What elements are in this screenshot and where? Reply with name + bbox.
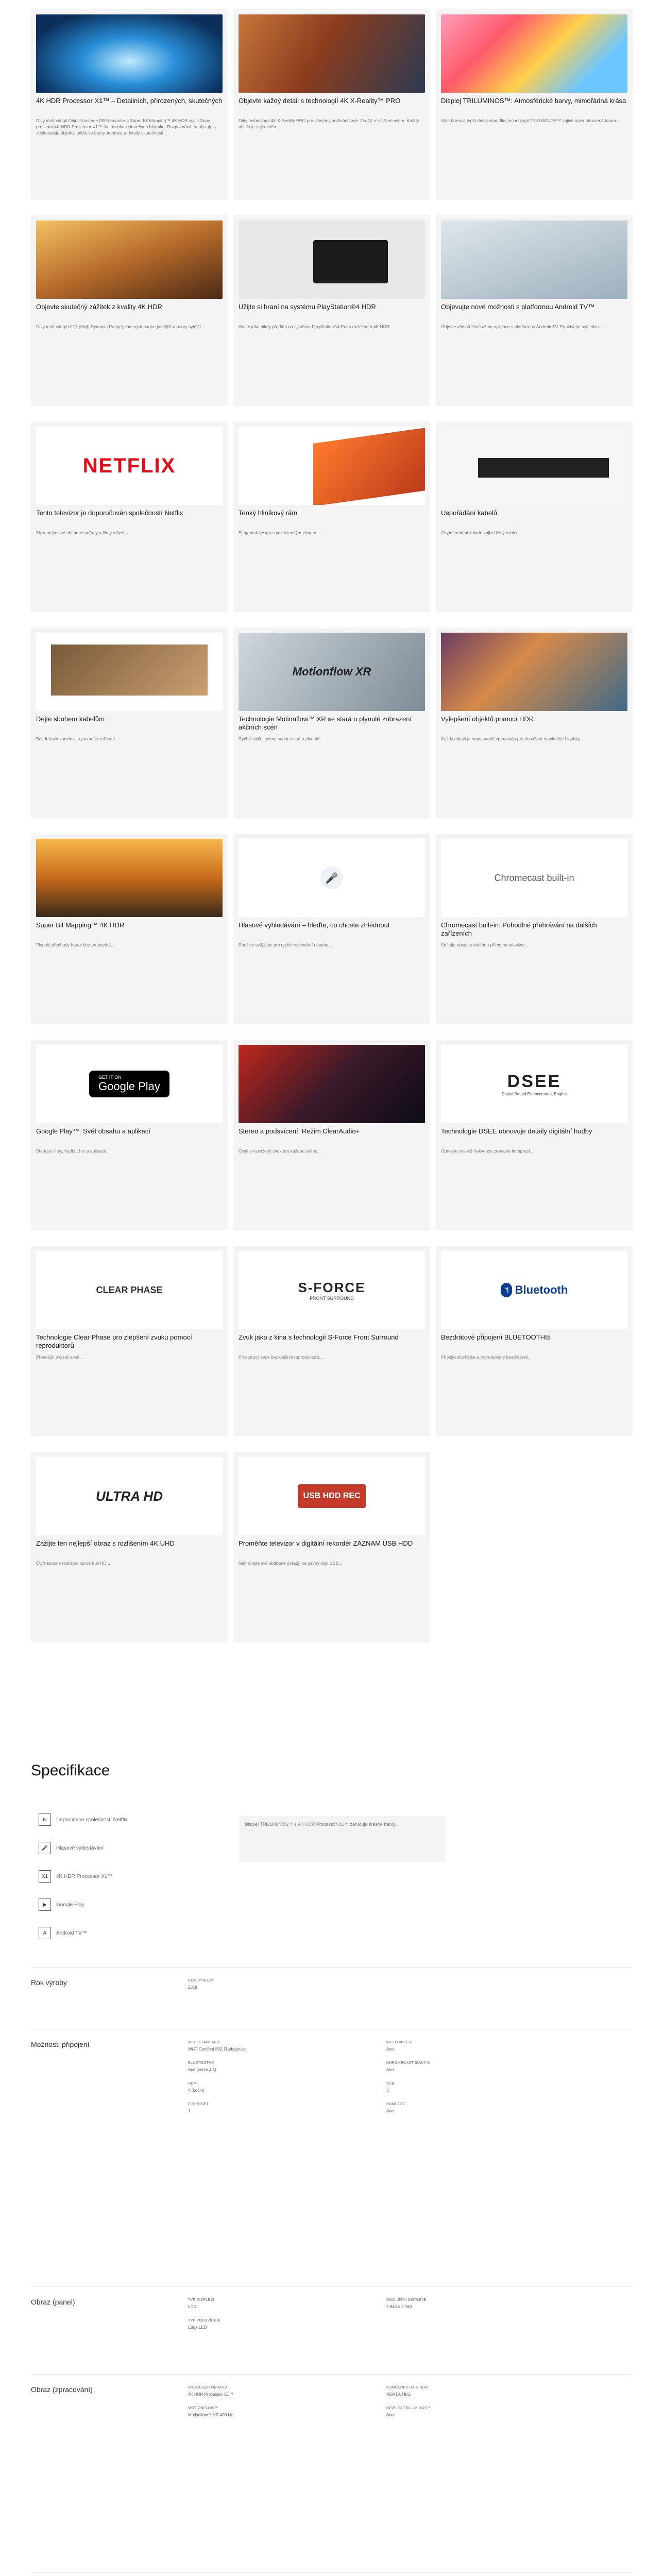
spec-item <box>386 2406 556 2418</box>
netflix-logo: NETFLIX <box>82 454 176 477</box>
spec-value: Wi-Fi Certified 802.11a/b/g/n/ac <box>188 2047 246 2052</box>
feature-title: Bezdrátové připojení BLUETOOTH® <box>441 1333 550 1341</box>
platform-icon: N <box>39 1814 51 1826</box>
feature-description: Čtyřnásobné rozlišení oproti Full HD... <box>36 1561 110 1566</box>
feature-card <box>436 215 633 406</box>
feature-description: Více barev a lepší detail vám díky technologii TRILUMINOS™ zajistí nová přirozená barva... <box>441 118 620 123</box>
spec-item <box>188 2061 358 2073</box>
feature-card <box>436 1040 633 1230</box>
feature-description: Díky technologii 4K X-Reality PRO pro všechny podívané zde. Do 4K s HDR ve všem. Každý objekt je zvýrazněn... <box>239 118 419 129</box>
spec-value: Motionflow™ XR 400 Hz <box>188 2413 233 2417</box>
platform-label: Doporučeno společností Netflix <box>56 1817 128 1823</box>
feature-card <box>31 834 228 1024</box>
feature-title: Objevte každý detail s technologií 4K X-Reality™ PRO <box>239 97 401 105</box>
feature-description: Díky technologii Object-based HDR Remaster a Super Bit Mapping™ 4K HDR vyvíjí Sony procesor 4K HDR Processor X1™ fantastickou skutečnou hloubku. Rozpoznává, analyzuje a zdokonaluje objekty, takže se barvy, kontrast a detaily skutečnosti... <box>36 118 216 135</box>
spec-value: Ano <box>386 2413 394 2417</box>
feature-image <box>441 427 627 505</box>
spec-item <box>386 2061 556 2073</box>
spec-value: Ano <box>386 2067 394 2072</box>
feature-image <box>36 1251 223 1329</box>
chromecast-logo: Chromecast built-in <box>494 872 574 883</box>
spec-item <box>386 2040 556 2052</box>
spec-key: TYP DISPLEJE <box>188 2298 215 2302</box>
spec-divider <box>31 2286 632 2287</box>
feature-title: Stereo a podsvícení: Režim ClearAudio+ <box>239 1127 360 1135</box>
feature-description: Elegantní design s velmi tenkým rámem... <box>239 530 320 535</box>
spec-group-label: Možnosti připojení <box>31 2040 90 2048</box>
platform-icon: X1 <box>39 1870 51 1883</box>
feature-image <box>441 839 627 917</box>
bluetooth-logo: Bluetooth <box>515 1283 568 1296</box>
feature-title: Objevte skutečný zážitek z kvality 4K HDR <box>36 303 162 311</box>
platform-label: Hlasové vyhledávání <box>56 1845 104 1851</box>
spec-item <box>188 2318 358 2330</box>
feature-image <box>36 1457 223 1535</box>
feature-description: Použijte svůj hlas pro rychlé vyhledání obsahu... <box>239 942 332 947</box>
spec-key: WI-FI STANDARD <box>188 2041 220 2044</box>
feature-card <box>436 9 633 200</box>
spec-key: USB <box>386 2082 395 2086</box>
feature-card <box>31 628 228 818</box>
feature-image <box>36 427 223 505</box>
platform-label: 4K HDR Processor X1™ <box>56 1873 113 1879</box>
platform-note-box <box>240 1816 446 1862</box>
spec-value: 1 <box>188 2109 191 2113</box>
feature-title: Technologie Clear Phase pro zlepšení zvuku pomocí reproduktorů <box>36 1333 192 1349</box>
spec-key: KOMPATIBILITA S HDR <box>386 2386 428 2389</box>
feature-description: Sdílejte obsah z telefonu přímo na televizor... <box>441 942 529 947</box>
platform-icon: 🎤 <box>39 1842 51 1854</box>
feature-card <box>233 1452 430 1642</box>
feature-title: Chromecast built-in: Pohodlné přehrávání na dalších zařízeních <box>441 921 597 937</box>
dsee-logo: DSEE <box>507 1072 562 1091</box>
feature-title: Objevujte nové možnosti s platformou Android TV™ <box>441 303 595 311</box>
spec-key: PROCESOR OBRAZU <box>188 2386 227 2389</box>
spec-key: BLUETOOTH® <box>188 2061 214 2065</box>
feature-description: Obnovte vysoké frekvence ztracené kompresí... <box>441 1148 534 1154</box>
spec-item <box>188 2081 358 2093</box>
feature-title: Uspořádání kabelů <box>441 509 498 517</box>
platform-item <box>39 1899 209 1911</box>
feature-title: Google Play™: Svět obsahu a aplikací <box>36 1127 150 1135</box>
spec-item <box>188 2385 358 2397</box>
feature-description: Hrajte jako nikdy předtím na systému PlayStation®4 Pro s rozlišením 4K HDR... <box>239 324 394 329</box>
feature-image <box>36 1045 223 1123</box>
feature-card <box>31 9 228 200</box>
feature-image <box>441 633 627 711</box>
feature-description: Prostorový zvuk bez dalších reproduktorů... <box>239 1354 323 1360</box>
feature-image <box>36 633 223 711</box>
spec-value: Ano <box>386 2047 394 2052</box>
platform-item <box>39 1814 209 1826</box>
feature-image <box>239 14 425 93</box>
feature-card <box>233 834 430 1024</box>
spec-item <box>188 2298 358 2310</box>
feature-description: Čistý a vyvážený zvuk pro každou scénu... <box>239 1148 321 1154</box>
feature-image <box>239 427 425 505</box>
feature-card <box>31 1040 228 1230</box>
spec-value: Ano <box>386 2109 394 2113</box>
feature-title: Zvuk jako z kina s technologií S-Force Front Surround <box>239 1333 399 1341</box>
platform-item <box>39 1842 209 1854</box>
feature-description: Připojte sluchátka a reproduktory bezdrátově... <box>441 1354 532 1360</box>
feature-card <box>233 215 430 406</box>
spec-key: TYP PODSVÍCENÍ <box>188 2319 220 2323</box>
platform-item <box>39 1927 209 1939</box>
feature-description: Nahrávejte své oblíbené pořady na pevný disk USB... <box>239 1561 343 1566</box>
spec-item <box>188 2406 358 2418</box>
feature-title: Hlasové vyhledávání – hleďte, co chcete zhlédnout <box>239 921 390 929</box>
spec-value: 4 (boční) <box>188 2088 205 2093</box>
feature-card <box>233 1246 430 1436</box>
feature-image: S-FORCE FRONT SURROUND <box>239 1251 425 1329</box>
spec-group-label: Obraz (panel) <box>31 2298 75 2306</box>
spec-value: Edge LED <box>188 2325 207 2330</box>
spec-item <box>188 2102 358 2114</box>
motionflow-logo: Motionflow XR <box>292 665 371 678</box>
feature-image <box>239 1457 425 1535</box>
feature-card <box>233 1040 430 1230</box>
spec-key: DISPLEJ TRILUMINOS™ <box>386 2406 431 2410</box>
feature-card <box>436 628 633 818</box>
platform-note: Displej TRILUMINOS™ s 4K HDR Processor X1™ zaručuje krásné barvy... <box>245 1822 399 1827</box>
feature-title: Vylepšení objektů pomocí HDR <box>441 715 534 723</box>
feature-image <box>239 221 425 299</box>
spec-item <box>386 2102 556 2114</box>
spec-key: ROK VÝROBY <box>188 1979 214 1982</box>
feature-title: Super Bit Mapping™ 4K HDR <box>36 921 125 929</box>
feature-image <box>36 14 223 93</box>
spec-value: 4K HDR Processor X1™ <box>188 2392 233 2397</box>
feature-image <box>36 839 223 917</box>
feature-card <box>436 834 633 1024</box>
feature-image: DSEE Digital Sound Enhancement Engine <box>441 1045 627 1123</box>
feature-title: Dejte sbohem kabelům <box>36 715 105 723</box>
feature-image <box>239 1045 425 1123</box>
platform-item <box>39 1870 209 1883</box>
feature-image <box>441 14 627 93</box>
spec-item <box>386 2081 556 2093</box>
spec-key: ROZLIŠENÍ DISPLEJE <box>386 2298 427 2302</box>
feature-image <box>239 633 425 711</box>
spec-title: Specifikace <box>31 1762 110 1779</box>
spec-item <box>188 2040 358 2052</box>
spec-item <box>188 1978 358 1990</box>
feature-card <box>233 421 430 612</box>
spec-value: Ano (verze 4.1) <box>188 2067 216 2072</box>
feature-card <box>436 1246 633 1436</box>
platform-icon: A <box>39 1927 51 1939</box>
microphone-icon: 🎤 <box>320 867 343 889</box>
feature-card <box>31 421 228 612</box>
feature-card <box>233 9 430 200</box>
spec-value: 3 <box>386 2088 389 2093</box>
feature-title: Proměňte televizor v digitální rekordér ZÁZNAM USB HDD <box>239 1539 413 1547</box>
feature-card <box>436 421 633 612</box>
feature-title: Tenký hliníkový rám <box>239 509 298 517</box>
feature-description: Přesnější a čistší zvuk... <box>36 1354 83 1360</box>
feature-title: 4K HDR Processor X1™ – Detailních, přirozených, skutečných <box>36 97 223 105</box>
spec-key: MOTIONFLOW™ <box>188 2406 218 2410</box>
spec-divider <box>31 1967 632 1968</box>
feature-description: Každý objekt je samostatně zpracován pro dosažení maximální hloubky... <box>441 736 584 741</box>
feature-title: Užijte si hraní na systému PlayStation®4 HDR <box>239 303 376 311</box>
spec-key: HDMI-CEC <box>386 2103 406 2106</box>
platform-icon: ▶ <box>39 1899 51 1911</box>
feature-description: Stahujte filmy, hudbu, hry a aplikace... <box>36 1148 110 1154</box>
feature-title: Zažijte ten nejlepší obraz s rozlišením 4K UHD <box>36 1539 175 1547</box>
feature-description: Rychlé akční scény budou ostré a plynulé... <box>239 736 323 741</box>
feature-card <box>31 1452 228 1642</box>
bluetooth-icon: ᖿ <box>501 1283 512 1297</box>
feature-title: Technologie DSEE obnovuje detaily digitální hudby <box>441 1127 592 1135</box>
feature-card <box>233 628 430 818</box>
sforce-logo: S-FORCE <box>298 1279 366 1295</box>
spec-value: 2018 <box>188 1985 197 1990</box>
feature-card <box>31 1246 228 1436</box>
spec-value: 3 840 × 2 160 <box>386 2304 412 2309</box>
google-play-badge[interactable]: GET IT ON Google Play <box>89 1071 169 1097</box>
spec-key: ETHERNET <box>188 2103 209 2106</box>
feature-image <box>441 1251 627 1329</box>
feature-description: Objevte vše od filmů až po aplikace s platformou Android TV. Používejte svůj hlas... <box>441 324 603 329</box>
spec-item <box>386 2298 556 2310</box>
spec-group-label: Rok výroby <box>31 1978 67 1987</box>
feature-image <box>441 221 627 299</box>
feature-description: Streamujte své oblíbené pořady a filmy s Netflix... <box>36 530 132 535</box>
spec-divider <box>31 2572 632 2573</box>
spec-key: HDMI <box>188 2082 198 2086</box>
feature-description: Chytré vedení kabelů zajistí čistý vzhled... <box>441 530 522 535</box>
spec-value: LCD <box>188 2304 197 2309</box>
feature-title: Technologie Motionflow™ XR se stará o plynulé zobrazení akčních scén <box>239 715 412 731</box>
spec-divider <box>31 2374 632 2375</box>
clear-phase-logo: CLEAR PHASE <box>96 1284 163 1295</box>
feature-description: Bezdrátová konektivita pro vaše zařízení... <box>36 736 119 741</box>
usb-hdd-rec-logo: USB HDD REC <box>298 1484 365 1508</box>
feature-title: Displej TRILUMINOS™: Atmosférické barvy, mimořádná krása <box>441 97 626 105</box>
spec-group-label: Obraz (zpracování) <box>31 2385 93 2394</box>
feature-image <box>36 221 223 299</box>
feature-title: Tento televizor je doporučován společností Netflix <box>36 509 183 517</box>
feature-description: Plynulé přechody barev bez pruhování... <box>36 942 115 947</box>
feature-image <box>239 839 425 917</box>
spec-key: CHROMECAST BUILT-IN <box>386 2061 431 2065</box>
spec-item <box>386 2385 556 2397</box>
spec-key: WI-FI DIRECT <box>386 2041 412 2044</box>
platform-label: Google Play <box>56 1902 84 1908</box>
feature-description: Díky technologii HDR (High Dynamic Range) vám nyní budou jasnější a barvy sytější... <box>36 324 205 329</box>
platform-label: Android TV™ <box>56 1930 87 1936</box>
spec-value: HDR10, HLG <box>386 2392 411 2397</box>
ultrahd-logo: ULTRA HD <box>96 1488 163 1504</box>
feature-card <box>31 215 228 406</box>
